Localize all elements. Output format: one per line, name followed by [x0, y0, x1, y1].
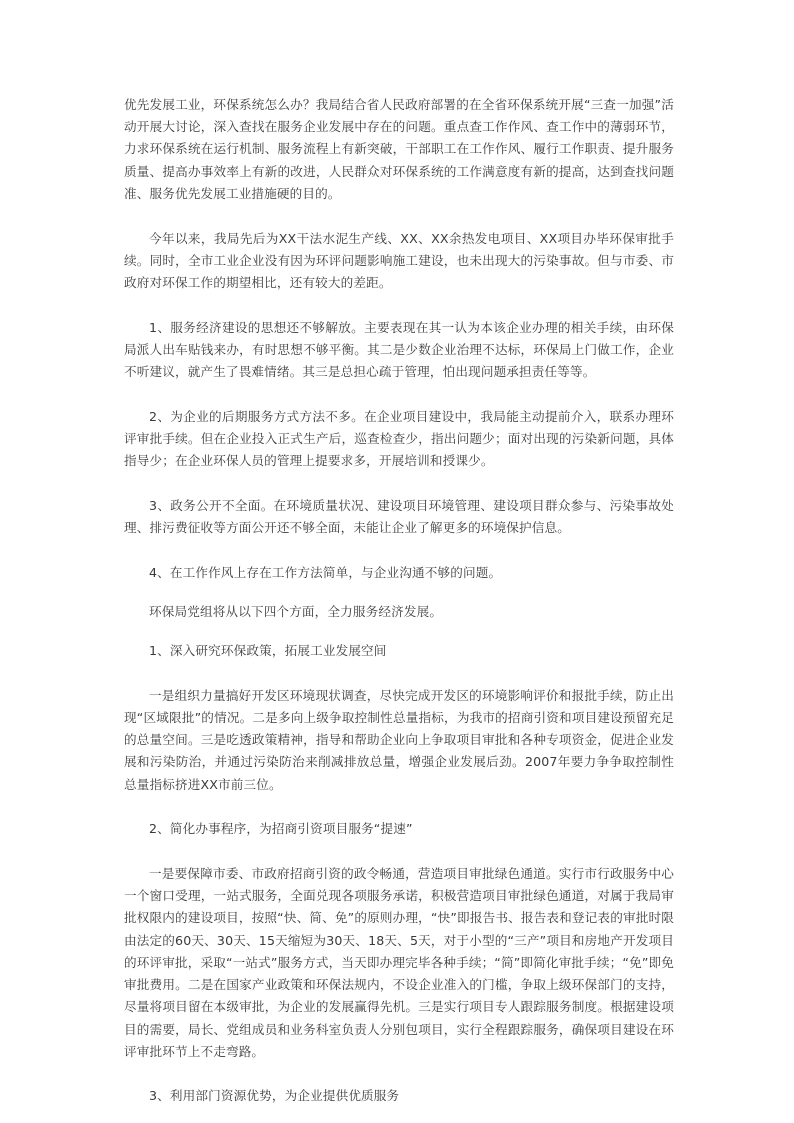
heading-measure-3: 3、利用部门资源优势，为企业提供优质服务	[149, 1088, 400, 1104]
paragraph-achievements: 今年以来，我局先后为XX干法水泥生产线、XX、XX余热发电项目、XX项目办毕环保审批手续。同时，全市工业企业没有因为环评问题影响施工建设，也未出现大的污染事故。但与市委、市政府对环保工作的期望相比，还有较大的差距。	[124, 230, 674, 290]
paragraph-problem-3: 3、政务公开不全面。在环境质量状况、建设项目环境管理、建设项目群众参与、污染事故处理、排污费征收等方面公开还不够全面，未能让企业了解更多的环境保护信息。	[124, 497, 674, 536]
paragraph-intro: 优先发展工业，环保系统怎么办？我局结合省人民政府部署的在全省环保系统开展“三查一加强”活动开展大讨论，深入查找在服务企业发展中存在的问题。重点查工作作风、查工作中的薄弱环节，力求环保系统在运行机制、服务流程上有新突破，干部职工在工作作风、履行工作职责、提升服务质量、提高办事效率上有新的改进，人民群众对环保系统的工作满意度有新的提高，达到查找问题准、服务优先发展工业措施硬的目的。	[124, 97, 674, 201]
document-page	[124, 94, 674, 1108]
paragraph-measure-1: 一是组织力量搞好开发区环境现状调查，尽快完成开发区的环境影响评价和报批手续，防止出现“区域限批”的情况。二是多向上级争取控制性总量指标，为我市的招商引资和项目建设预留充足的总量空间。三是吃透政策精神，指导和帮助企业向上争取项目审批和各种专项资金，促进企业发展和污染防治，并通过污染防治来削减排放总量，增强企业发展后劲。2007年要力争争取控制性总量指标挤进XX市前三位。	[124, 687, 674, 792]
heading-measure-1: 1、深入研究环保政策，拓展工业发展空间	[149, 643, 387, 659]
paragraph-plan-intro: 环保局党组将从以下四个方面，全力服务经济发展。	[149, 603, 443, 619]
paragraph-problem-4: 4、在工作作风上存在工作方法简单，与企业沟通不够的问题。	[149, 564, 502, 580]
paragraph-problem-1: 1、服务经济建设的思想还不够解放。主要表现在其一认为本该企业办理的相关手续，由环保局派人出车贴钱来办，有时思想不够平衡。其二是少数企业治理不达标，环保局上门做工作，企业不听建议，就产生了畏难情绪。其三是总担心疏于管理，怕出现问题承担责任等等。	[124, 319, 674, 380]
paragraph-problem-2: 2、为企业的后期服务方式方法不多。在企业项目建设中，我局能主动提前介入，联系办理环评审批手续。但在企业投入正式生产后，巡查检查少，指出问题少；面对出现的污染新问题，具体指导少；在企业环保人员的管理上提要求多，开展培训和授课少。	[124, 408, 674, 469]
heading-measure-2: 2、简化办事程序，为招商引资项目服务“提速”	[149, 821, 413, 837]
paragraph-measure-2: 一是要保障市委、市政府招商引资的政令畅通，营造项目审批绿色通道。实行市行政服务中心一个窗口受理，一站式服务，全面兑现各项服务承诺，积极营造项目审批绿色通道，对属于我局审批权限内的建设项目，按照“快、简、免”的原则办理，“快”即报告书、报告表和登记表的审批时限由法定的60天、30天、15天缩短为30天、18天、5天，对于小型的“三产”项目和房地产开发项目的环评审批，采取“一站式”服务方式，当天即办理完毕各种手续；“简”即简化审批手续；“免”即免审批费用。二是在国家产业政策和环保法规内，不设企业准入的门槛，争取上级环保部门的支持，尽量将项目留在本级审批，为企业的发展赢得先机。三是实行项目专人跟踪服务制度。根据建设项目的需要，局长、党组成员和业务科室负责人分别包项目，实行全程跟踪服务，确保项目建设在环评审批环节上不走弯路。	[124, 866, 674, 1059]
